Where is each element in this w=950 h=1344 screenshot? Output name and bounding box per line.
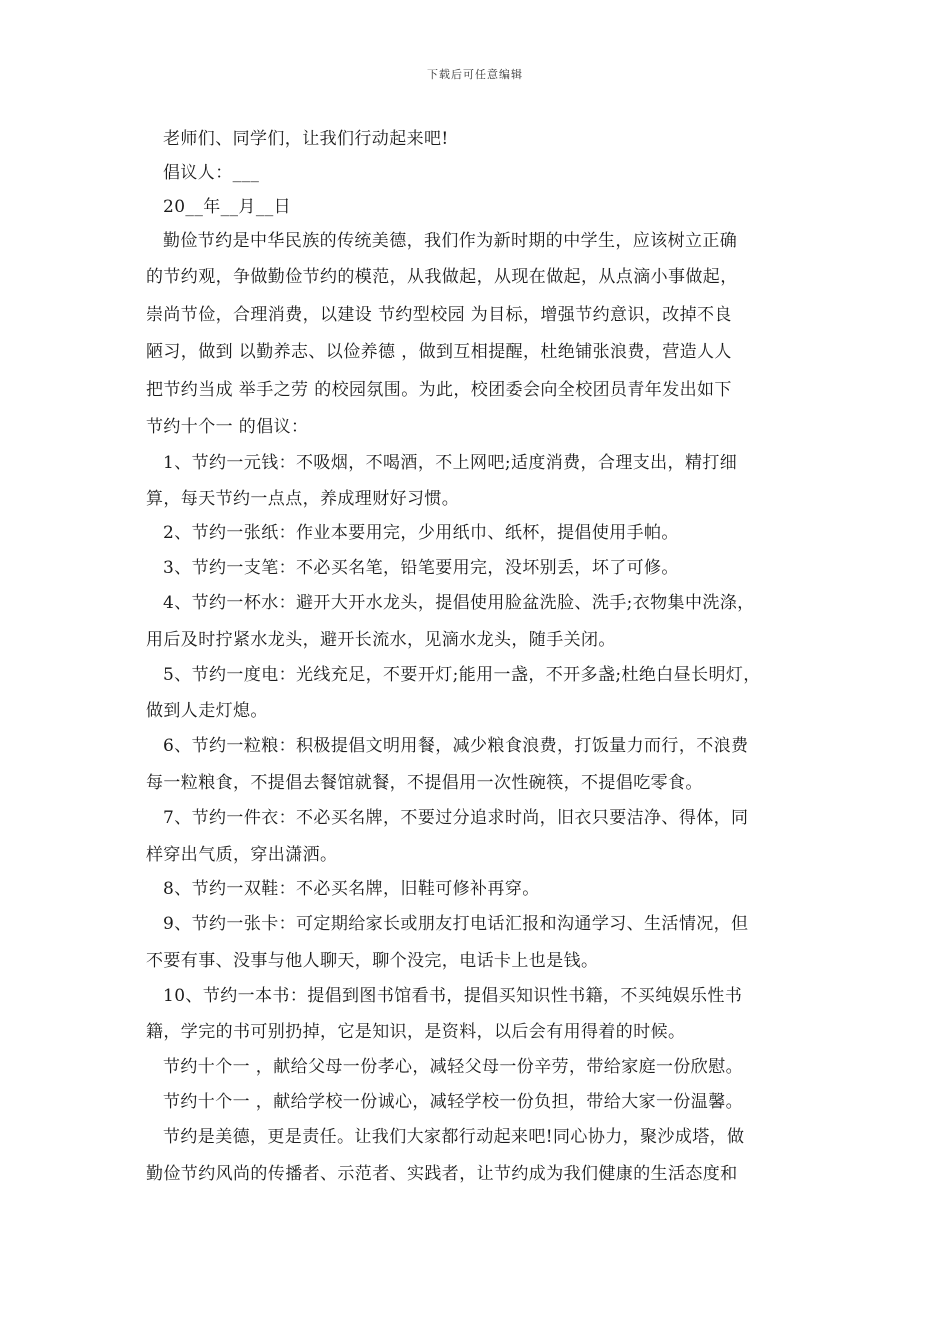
text-line: 样穿出气质，穿出潇洒。 <box>146 845 338 865</box>
text-line: 算，每天节约一点点，养成理财好习惯。 <box>146 489 460 509</box>
text-line: 10、节约一本书：提倡到图书馆看书，提倡买知识性书籍，不买纯娱乐性书 <box>163 986 743 1006</box>
text-line: 节约十个一 的倡议： <box>146 417 309 437</box>
text-line: 2、节约一张纸：作业本要用完，少用纸巾、纸杯，提倡使用手帕。 <box>163 523 679 543</box>
text-line: 节约十个一 ，献给学校一份诚心，减轻学校一份负担，带给大家一份温馨。 <box>163 1092 744 1112</box>
text-line: 做到人走灯熄。 <box>146 701 268 721</box>
text-line: 倡议人：___ <box>163 163 260 183</box>
text-line: 崇尚节俭，合理消费，以建设 节约型校园 为目标，增强节约意识，改掉不良 <box>146 305 732 325</box>
text-line: 不要有事、没事与他人聊天，聊个没完，电话卡上也是钱。 <box>146 951 599 971</box>
text-line: 20__年__月__日 <box>163 197 292 217</box>
text-line: 6、节约一粒粮：积极提倡文明用餐，减少粮食浪费，打饭量力而行，不浪费 <box>163 736 749 756</box>
text-line: 7、节约一件衣：不必买名牌，不要过分追求时尚，旧衣只要洁净、得体，同 <box>163 808 749 828</box>
text-line: 老师们、同学们，让我们行动起来吧! <box>163 129 449 149</box>
page-header: 下载后可任意编辑 <box>427 68 523 81</box>
text-line: 节约是美德，更是责任。让我们大家都行动起来吧!同心协力，聚沙成塔，做 <box>163 1127 745 1147</box>
text-line: 勤俭节约风尚的传播者、示范者、实践者，让节约成为我们健康的生活态度和 <box>146 1164 738 1184</box>
text-line: 用后及时拧紧水龙头，避开长流水，见滴水龙头，随手关闭。 <box>146 630 616 650</box>
text-line: 节约十个一 ，献给父母一份孝心，减轻父母一份辛劳，带给家庭一份欣慰。 <box>163 1057 744 1077</box>
text-line: 9、节约一张卡：可定期给家长或朋友打电话汇报和沟通学习、生活情况，但 <box>163 914 749 934</box>
text-line: 4、节约一杯水：避开大开水龙头，提倡使用脸盆洗脸、洗手;衣物集中洗涤， <box>163 593 755 613</box>
text-line: 1、节约一元钱：不吸烟，不喝酒，不上网吧;适度消费，合理支出，精打细 <box>163 453 738 473</box>
text-line: 8、节约一双鞋：不必买名牌，旧鞋可修补再穿。 <box>163 879 540 899</box>
text-line: 每一粒粮食，不提倡去餐馆就餐，不提倡用一次性碗筷，不提倡吃零食。 <box>146 773 703 793</box>
text-line: 籍，学完的书可别扔掉，它是知识，是资料，以后会有用得着的时候。 <box>146 1022 686 1042</box>
text-line: 5、节约一度电：光线充足，不要开灯;能用一盏，不开多盏;杜绝白昼长明灯， <box>163 665 761 685</box>
text-line: 的节约观，争做勤俭节约的模范，从我做起，从现在做起，从点滴小事做起， <box>146 267 738 287</box>
text-line: 3、节约一支笔：不必买名笔，铅笔要用完，没坏别丢，坏了可修。 <box>163 558 679 578</box>
text-line: 勤俭节约是中华民族的传统美德，我们作为新时期的中学生，应该树立正确 <box>163 231 738 251</box>
text-line: 陋习，做到 以勤养志、以俭养德 ，做到互相提醒，杜绝铺张浪费，营造人人 <box>146 342 732 362</box>
text-line: 把节约当成 举手之劳 的校园氛围。为此，校团委会向全校团员青年发出如下 <box>146 380 732 400</box>
